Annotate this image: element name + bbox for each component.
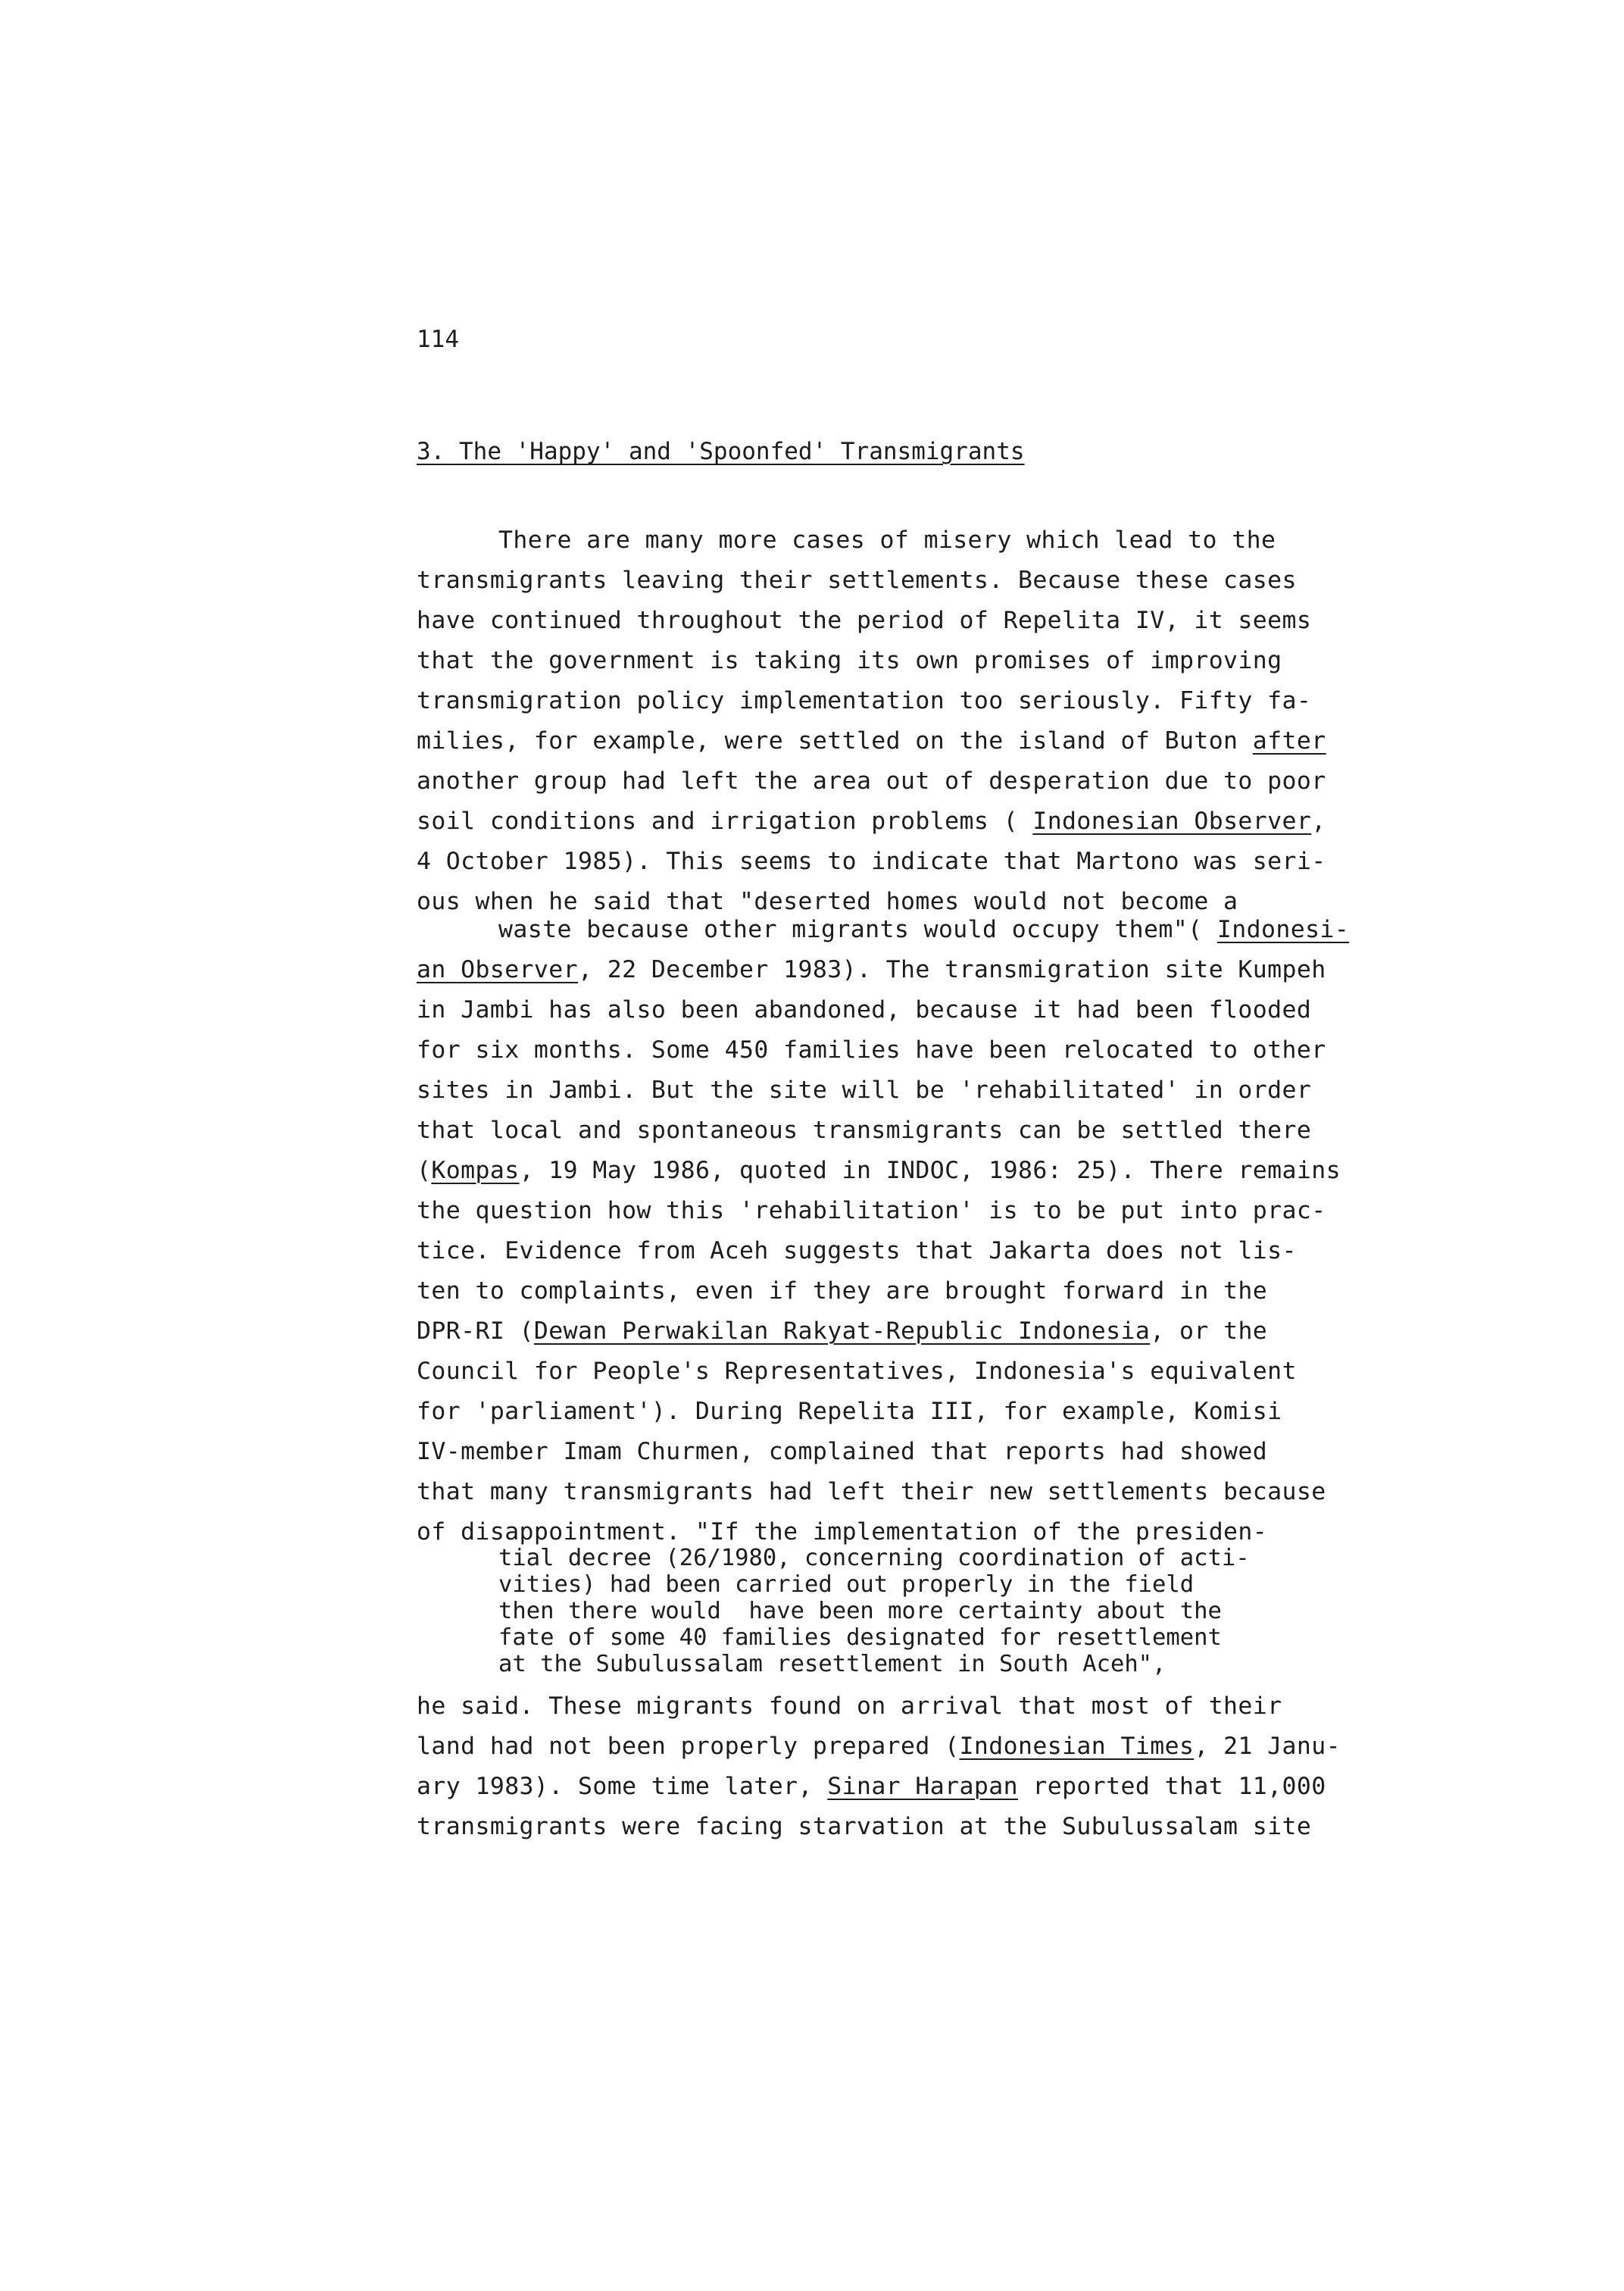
body-line: There are many more cases of misery which lead to the [498,527,1276,554]
page-number: 114 [417,326,459,353]
body-line: transmigrants were facing starvation at the Subulussalam site [417,1813,1312,1840]
body-line: for six months. Some 450 families have been relocated to other [417,1036,1326,1064]
body-line: ous when he said that "deserted homes would not become a [417,888,1238,915]
body-line: ten to complaints, even if they are brought forward in the [417,1277,1268,1305]
citation-title: Dewan Perwakilan Rakyat-Republic Indonesia [533,1317,1151,1345]
emphasis-text: after [1252,727,1326,755]
body-line: the question how this 'rehabilitation' is to be put into prac- [417,1197,1326,1224]
citation-title: Indonesian Observer [1032,808,1312,835]
body-line: have continued throughout the period of Repelita IV, it seems [417,607,1312,634]
body-line: for 'parliament'). During Repelita III, for example, Komisi [417,1398,1282,1425]
quote-line: fate of some 40 families designated for resettlement [498,1624,1222,1651]
body-line: sites in Jambi. But the site will be 'rehabilitated' in order [417,1077,1312,1104]
citation-title: an Observer [417,956,579,983]
citation-title: Kompas [431,1157,520,1184]
body-line: that local and spontaneous transmigrants can be settled there [417,1117,1312,1144]
citation-title: Indonesi- [1216,916,1350,943]
body-line: ary 1983). Some time later, Sinar Harapan reported that 11,000 [417,1773,1326,1800]
body-line: transmigrants leaving their settlements. Because these cases [417,567,1297,594]
body-line: he said. These migrants found on arrival that most of their [417,1692,1282,1720]
quote-line: then there would have been more certainty about the [498,1598,1222,1624]
body-line: in Jambi has also been abandoned, because it had been flooded [417,996,1312,1024]
citation-title: Sinar Harapan [827,1773,1018,1800]
body-line: soil conditions and irrigation problems ( Indonesian Observer, [417,808,1326,835]
body-line: an Observer, 22 December 1983). The transmigration site Kumpeh [417,956,1326,983]
quote-line: tial decree (26/1980, concerning coordination of acti- [498,1545,1250,1571]
citation-title: Indonesian Times [959,1733,1195,1760]
body-line: Council for People's Representatives, Indonesia's equivalent [417,1358,1297,1385]
body-line: DPR-RI (Dewan Perwakilan Rakyat-Republic Indonesia, or the [417,1317,1268,1345]
quote-line: vities) had been carried out properly in the field [498,1571,1195,1598]
body-line: land had not been properly prepared (Indonesian Times, 21 Janu- [417,1733,1341,1760]
body-line: 4 October 1985). This seems to indicate that Martono was seri- [417,848,1326,875]
body-line: waste because other migrants would occupy them"( Indonesi- [498,916,1350,943]
body-line: milies, for example, were settled on the island of Buton after [417,727,1326,755]
quote-line: at the Subulussalam resettlement in South Aceh", [498,1651,1166,1677]
body-line: another group had left the area out of desperation due to poor [417,767,1326,795]
body-line: IV-member Imam Churmen, complained that reports had showed [417,1438,1268,1465]
body-line: that many transmigrants had left their new settlements because [417,1478,1326,1505]
body-line: that the government is taking its own promises of improving [417,647,1282,674]
body-line: of disappointment. "If the implementation of the presiden- [417,1518,1268,1546]
body-line: tice. Evidence from Aceh suggests that Jakarta does not lis- [417,1237,1297,1264]
body-line: (Kompas, 19 May 1986, quoted in INDOC, 1986: 25). There remains [417,1157,1341,1184]
section-heading: 3. The 'Happy' and 'Spoonfed' Transmigrants [417,438,1025,465]
body-line: transmigration policy implementation too seriously. Fifty fa- [417,687,1312,714]
